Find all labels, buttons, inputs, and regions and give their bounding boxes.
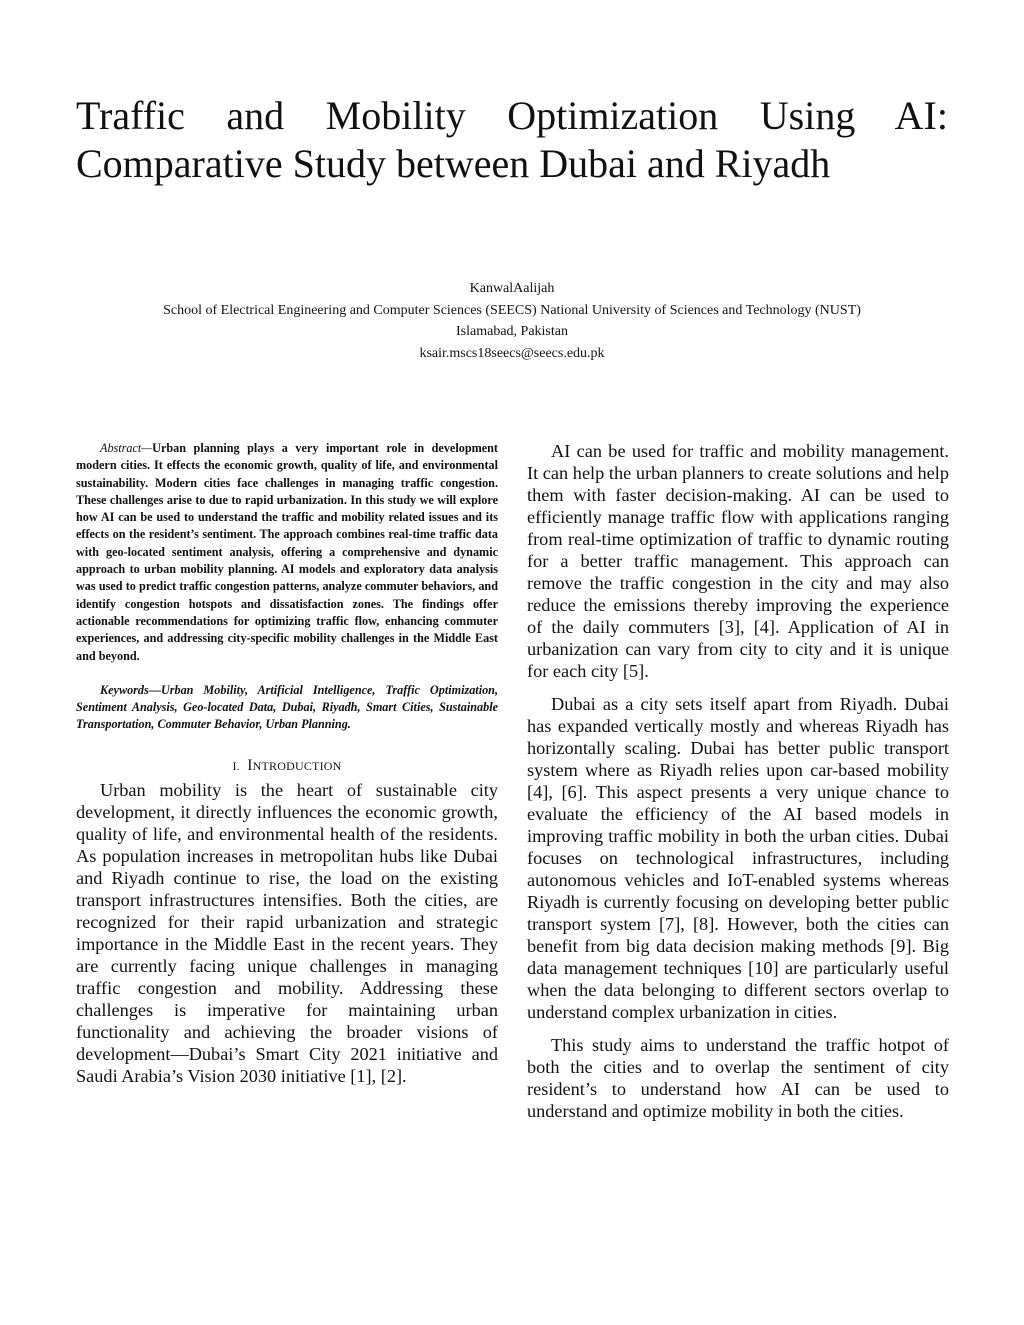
intro-paragraph-1: Urban mobility is the heart of sustainable city development, it directly influences the economic growth, quality of life, and environmental health of the residents. As population increases in metropolitan hubs like Dubai and Riyadh continue to rise, the load on the existing transport infrastructures intensifies. Both the cities, are recognized for their rapid urbanization and strategic importance in the Middle East in the recent years. They are currently facing unique challenges in managing traffic congestion and mobility. Addressing these challenges is imperative for maintaining urban functionality and achieving the broader visions of development—Dubai’s Smart City 2021 initiative and Saudi Arabia’s Vision 2030 initiative [1], [2]. — [76, 779, 498, 1086]
section-numeral: I. — [232, 758, 240, 773]
author-email: ksair.mscs18seecs@seecs.edu.pk — [419, 345, 605, 361]
title-line-2: Comparative Study between Dubai and Riyadh — [76, 141, 831, 186]
keywords-label: Keywords— — [100, 682, 161, 697]
title-line-1: Traffic and Mobility Optimization Using AI: — [76, 93, 948, 138]
author-block — [0, 278, 1024, 364]
abstract-text: Urban planning plays a very important role in development modern cities. It effects the economic growth, quality of life, and environmental sustainability. Modern cities face challenges in managing traffic congestion. These challenges arise to due to rapid urbanization. In this study we will explore how AI can be used to understand the traffic and mobility related issues and its effects on the resident’s sentiment. The approach combines real-time traffic data with geo-located sentiment analysis, offering a comprehensive and dynamic approach to urban mobility planning. AI models and exploratory data analysis was used to predict traffic congestion patterns, analyze commuter behaviors, and identify congestion hotspots and dissatisfaction zones. The findings offer actionable recommendations for optimizing traffic flow, enhancing commuter experiences, and addressing city-specific mobility challenges in the Middle East and beyond. — [76, 441, 498, 663]
left-column — [76, 440, 498, 1087]
section-heading-rest: NTRODUCTION — [252, 758, 342, 773]
section-heading-initial: I — [247, 756, 253, 774]
keywords — [76, 682, 498, 734]
paper-title — [76, 92, 948, 188]
intro-paragraph-4: This study aims to understand the traffic hotpot of both the cities and to overlap the sentiment of city resident’s to understand how AI can be used to understand and optimize mobility in both the cities. — [527, 1035, 949, 1121]
abstract — [76, 440, 498, 665]
author-name: KanwalAalijah — [469, 281, 555, 296]
author-location: Islamabad, Pakistan — [456, 324, 568, 339]
intro-paragraph-3: Dubai as a city sets itself apart from Riyadh. Dubai has expanded vertically mostly and whereas Riyadh has horizontally scaling. Dubai has better public transport system where as Riyadh relies upon car-based mobility [4], [6]. This aspect presents a very unique chance to evaluate the efficiency of the AI based models in improving traffic mobility in both the urban cities. Dubai focuses on technological infrastructures, including autonomous vehicles and IoT-enabled systems whereas Riyadh is currently focusing on developing better public transport system [7], [8]. However, both the cities can benefit from big data decision making methods [9]. Big data management techniques [10] are particularly useful when the data belonging to different sectors overlap to understand complex urbanization in cities. — [527, 694, 949, 1022]
right-column — [527, 440, 949, 1122]
section-heading-introduction — [76, 756, 498, 777]
author-affiliation: School of Electrical Engineering and Computer Sciences (SEECS) National University of Sciences and Technology (NUST) — [163, 302, 861, 318]
intro-paragraph-2: AI can be used for traffic and mobility management. It can help the urban planners to create solutions and help them with faster decision-making. AI can be used to efficiently manage traffic flow with applications ranging from real-time optimization of traffic to dynamic routing for a better traffic management. This approach can remove the traffic congestion in the city and may also reduce the emissions thereby improving the experience of the daily commuters [3], [4]. Application of AI in urbanization can vary from city to city and it is unique for each city [5]. — [527, 441, 949, 681]
keywords-text: Urban Mobility, Artificial Intelligence, Traffic Optimization, Sentiment Analysis, Geo-located Data, Dubai, Riyadh, Smart Cities, Sustainable Transportation, Commuter Behavior, Urban Planning. — [76, 682, 498, 732]
abstract-label: Abstract— — [100, 441, 153, 455]
